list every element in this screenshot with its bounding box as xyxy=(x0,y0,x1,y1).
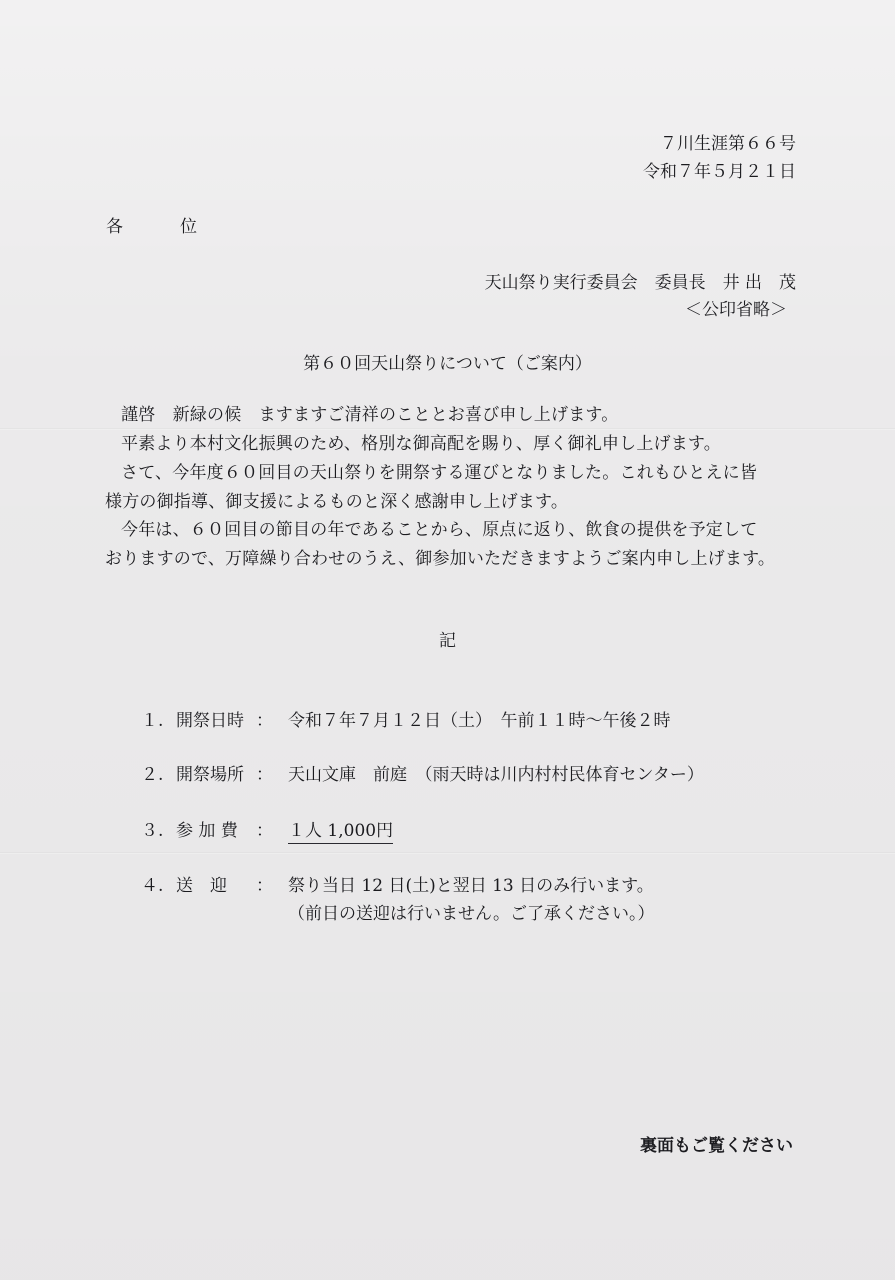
body-line: 平素より本村文化振興のため、格別な御高配を賜り、厚く御礼申し上げます。 xyxy=(121,434,721,454)
item-label: 送 迎 xyxy=(176,876,227,896)
item-value: 祭り当日 12 日(土)と翌日 13 日のみ行います。 xyxy=(288,876,654,896)
item4-note: （前日の送迎は行いません。ご了承ください。） xyxy=(288,904,655,924)
body-line: おりますので、万障繰り合わせのうえ、御参加いただきますようご案内申し上げます。 xyxy=(105,549,776,569)
item-number: １. xyxy=(141,711,164,731)
paper-fold-line xyxy=(0,852,895,854)
body-line: さて、今年度６０回目の天山祭りを開祭する運びとなりました。これもひとえに皆 xyxy=(121,463,758,483)
item-colon: ： xyxy=(256,765,273,785)
body-line: 今年は、６０回目の節目の年であることから、原点に返り、飲食の提供を予定して xyxy=(121,520,758,540)
footer-note: 裏面もご覧ください xyxy=(640,1136,793,1156)
item-colon: ： xyxy=(256,711,273,731)
item-number: ４. xyxy=(141,876,164,896)
item-colon: ： xyxy=(256,821,273,841)
body-line: 様方の御指導、御支援によるものと深く感謝申し上げます。 xyxy=(105,492,569,512)
item-number: ３. xyxy=(141,821,164,841)
item-value: 天山文庫 前庭 （雨天時は川内村村民体育センター） xyxy=(288,765,704,785)
item-number: ２. xyxy=(141,765,164,785)
item-label: 開祭日時 xyxy=(176,711,244,731)
sender: 天山祭り実行委員会 委員長 井 出 茂 xyxy=(484,273,796,293)
paper-fold-line xyxy=(0,428,895,430)
item-colon: ： xyxy=(256,876,273,896)
item-value: 令和７年７月１２日（土） 午前１１時～午後２時 xyxy=(288,711,671,731)
seal-note: ＜公印省略＞ xyxy=(685,300,787,320)
ki-heading: 記 xyxy=(439,631,456,651)
item-label: 開祭場所 xyxy=(176,765,244,785)
item-label: 参 加 費 xyxy=(176,821,238,841)
item-value-fee: １人 1,000円 xyxy=(288,823,393,844)
document-title: 第６０回天山祭りについて（ご案内） xyxy=(303,354,592,374)
recipient: 各 位 xyxy=(106,217,217,237)
document-number: ７川生涯第６６号 xyxy=(660,134,796,154)
body-line: 謹啓 新緑の候 ますますご清祥のこととお喜び申し上げます。 xyxy=(121,405,619,425)
document-date: 令和７年５月２１日 xyxy=(643,162,796,182)
